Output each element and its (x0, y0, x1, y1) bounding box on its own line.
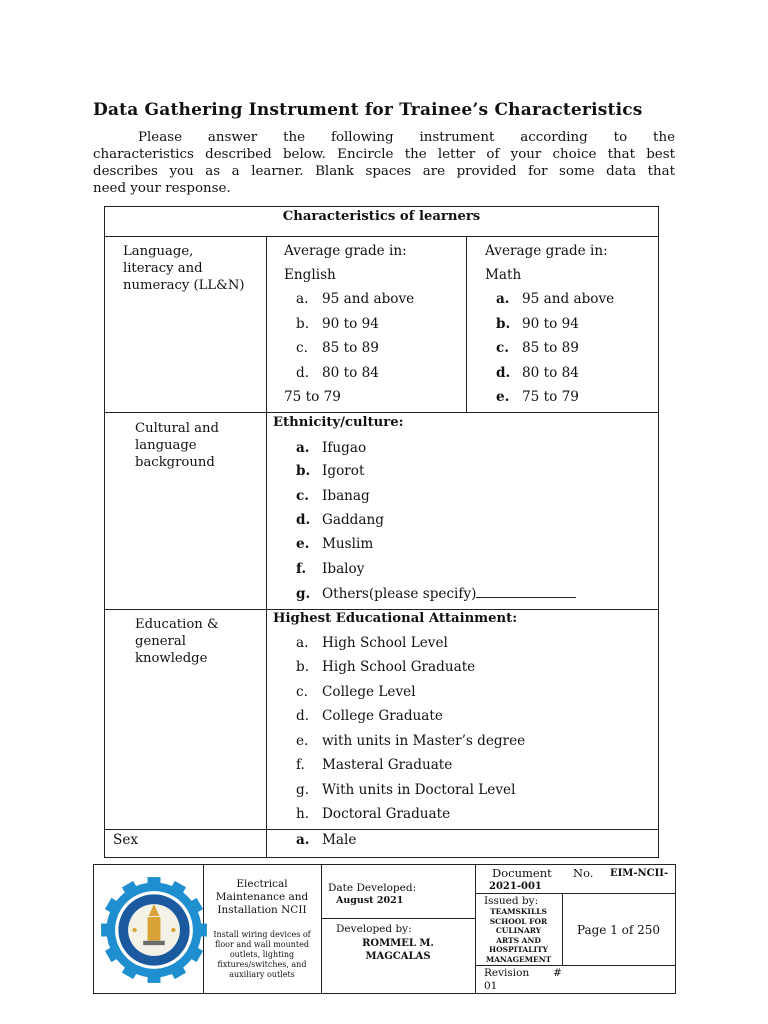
option-letter: h. (296, 806, 310, 822)
option-letter: d. (496, 365, 511, 381)
option-text: Igorot (322, 463, 365, 479)
row-label-education (135, 616, 219, 667)
developed-by-label: Developed by: (336, 923, 412, 935)
option-text: High School Graduate (322, 659, 476, 675)
label-line: Cultural and (135, 421, 219, 436)
culture-option[interactable] (296, 488, 370, 504)
math-option[interactable] (496, 291, 614, 307)
date-developed-value: August 2021 (336, 895, 404, 906)
option-letter: f. (296, 561, 307, 577)
option-text: College Graduate (322, 708, 443, 724)
issuer-name (475, 907, 562, 964)
option-text: 95 and above (322, 291, 415, 307)
option-letter: a. (296, 635, 309, 651)
option-letter: g. (296, 586, 311, 602)
option-letter: c. (296, 488, 310, 504)
english-option[interactable] (296, 340, 379, 356)
english-option[interactable]: 75 to 79 (284, 389, 341, 405)
option-text: 80 to 84 (522, 365, 579, 381)
option-letter: b. (296, 463, 311, 479)
topic-description (203, 930, 321, 980)
row-label-sex: Sex (113, 832, 139, 848)
option-text: 80 to 84 (322, 365, 379, 381)
date-developed-label: Date Developed: (328, 882, 417, 894)
sex-option[interactable] (296, 832, 356, 848)
education-option[interactable] (296, 684, 416, 700)
option-text: Doctoral Graduate (322, 806, 451, 822)
culture-option[interactable] (296, 561, 364, 577)
english-heading: Average grade in: (284, 243, 407, 259)
english-option[interactable] (296, 316, 379, 332)
option-letter: a. (296, 832, 310, 848)
option-letter: c. (296, 340, 308, 356)
option-letter: c. (496, 340, 510, 356)
education-option[interactable] (296, 782, 515, 798)
issuer-line: ARTS AND (496, 935, 541, 945)
developer-line: MAGCALAS (365, 951, 431, 962)
option-letter: a. (296, 440, 310, 456)
option-letter: a. (496, 291, 510, 307)
option-text: Ibaloy (322, 561, 365, 577)
option-text: 90 to 94 (522, 316, 579, 332)
culture-option[interactable] (296, 463, 364, 479)
label-line: background (135, 455, 215, 470)
option-letter: e. (296, 536, 310, 552)
culture-option[interactable] (296, 536, 373, 552)
education-heading: Highest Educational Attainment: (273, 611, 518, 626)
label-line: Education & (135, 617, 219, 632)
revision-label: Revision (484, 967, 530, 979)
option-text: High School Level (322, 635, 448, 651)
education-option[interactable] (296, 635, 448, 651)
option-text: 75 to 79 (522, 389, 579, 405)
specify-blank[interactable] (476, 585, 576, 598)
option-text: 85 to 89 (522, 340, 579, 356)
topic-line: fixtures/switches, and (217, 960, 307, 969)
option-letter: d. (296, 365, 310, 381)
math-subject: Math (485, 267, 522, 283)
topic-line: outlets, lighting (229, 950, 295, 959)
option-letter: e. (296, 733, 309, 749)
issuer-line: TEAMSKILLS (490, 907, 547, 916)
label-line: literacy and (123, 261, 203, 276)
developer-name (321, 937, 475, 963)
option-text: Muslim (322, 536, 374, 552)
row-label-culture (135, 420, 219, 471)
document-title: Data Gathering Instrument for Trainee’s Characteristics (93, 100, 643, 120)
math-option[interactable] (496, 340, 579, 356)
option-letter: b. (296, 316, 310, 332)
intro-line: need your response. (93, 181, 231, 196)
option-letter: a. (296, 291, 309, 307)
document-no-value: EIM-NCII- (610, 868, 669, 879)
label-line: general (135, 634, 186, 649)
label-line: Language, (123, 244, 194, 259)
option-letter: d. (296, 708, 310, 724)
education-option[interactable] (296, 757, 452, 773)
education-option[interactable] (296, 659, 475, 675)
developer-line: ROMMEL M. (362, 938, 434, 949)
revision-hash: # (553, 967, 562, 979)
option-text: Masteral Graduate (322, 757, 453, 773)
document-no-value-cont: 2021-001 (489, 881, 542, 892)
issuer-line: MANAGEMENT (485, 954, 552, 964)
school-seal-logo (100, 876, 208, 984)
option-letter: c. (296, 684, 308, 700)
revision-value: 01 (484, 980, 498, 992)
option-text: College Level (322, 684, 416, 700)
label-line: language (135, 438, 197, 453)
document-no-label: No. (573, 866, 594, 880)
option-letter: g. (296, 782, 310, 798)
option-letter: d. (296, 512, 311, 528)
label-line: numeracy (LL&N) (123, 278, 245, 293)
culture-heading: Ethnicity/culture: (273, 415, 404, 430)
culture-option[interactable] (296, 512, 384, 528)
issued-by-label: Issued by: (484, 895, 539, 907)
option-text: Gaddang (322, 512, 384, 528)
option-text: 85 to 89 (322, 340, 379, 356)
english-option[interactable] (296, 365, 379, 381)
page-number: Page 1 of 250 (576, 923, 661, 937)
issuer-line: CULINARY (495, 926, 542, 935)
education-option[interactable] (296, 733, 525, 749)
option-text: With units in Doctoral Level (322, 782, 516, 798)
education-option[interactable] (296, 708, 443, 724)
course-line: Installation NCII (217, 904, 307, 916)
issuer-line: HOSPITALITY (489, 945, 548, 954)
course-line: Maintenance and (215, 891, 309, 903)
document-label: Document (492, 866, 552, 880)
option-letter: f. (296, 757, 305, 773)
english-subject: English (284, 267, 336, 283)
intro-line: Please answer the following instrument according to the (138, 130, 675, 145)
math-heading: Average grade in: (485, 243, 608, 259)
option-text: Ibanag (322, 488, 370, 504)
math-option[interactable] (496, 365, 579, 381)
option-text: Ifugao (322, 440, 367, 456)
culture-option-others[interactable] (296, 585, 576, 602)
course-line: Electrical (236, 878, 288, 890)
option-letter: b. (296, 659, 310, 675)
option-letter: e. (496, 389, 510, 405)
topic-line: Install wiring devices of (213, 930, 311, 939)
intro-line: characteristics described below. Encircle the letter of your choice that best (93, 147, 675, 162)
course-title (203, 878, 321, 917)
intro-paragraph (93, 129, 675, 197)
topic-line: floor and wall mounted (215, 940, 309, 949)
row-label-lln (123, 243, 245, 294)
issuer-line: SCHOOL FOR (489, 916, 548, 926)
option-text: Others(please specify) (322, 586, 477, 602)
english-option[interactable] (296, 291, 414, 307)
option-text: with units in Master’s degree (322, 733, 526, 749)
table-header: Characteristics of learners (282, 209, 481, 224)
label-line: knowledge (135, 651, 208, 666)
math-option[interactable] (496, 316, 579, 332)
topic-line: auxiliary outlets (229, 970, 295, 979)
option-letter: b. (496, 316, 511, 332)
intro-line: describes you as a learner. Blank spaces are provided for some data that (93, 164, 675, 179)
culture-option[interactable] (296, 440, 366, 456)
option-text: 90 to 94 (322, 316, 379, 332)
education-option[interactable] (296, 806, 450, 822)
option-text: 95 and above (522, 291, 615, 307)
option-text: Male (322, 832, 357, 848)
math-option[interactable] (496, 389, 579, 405)
